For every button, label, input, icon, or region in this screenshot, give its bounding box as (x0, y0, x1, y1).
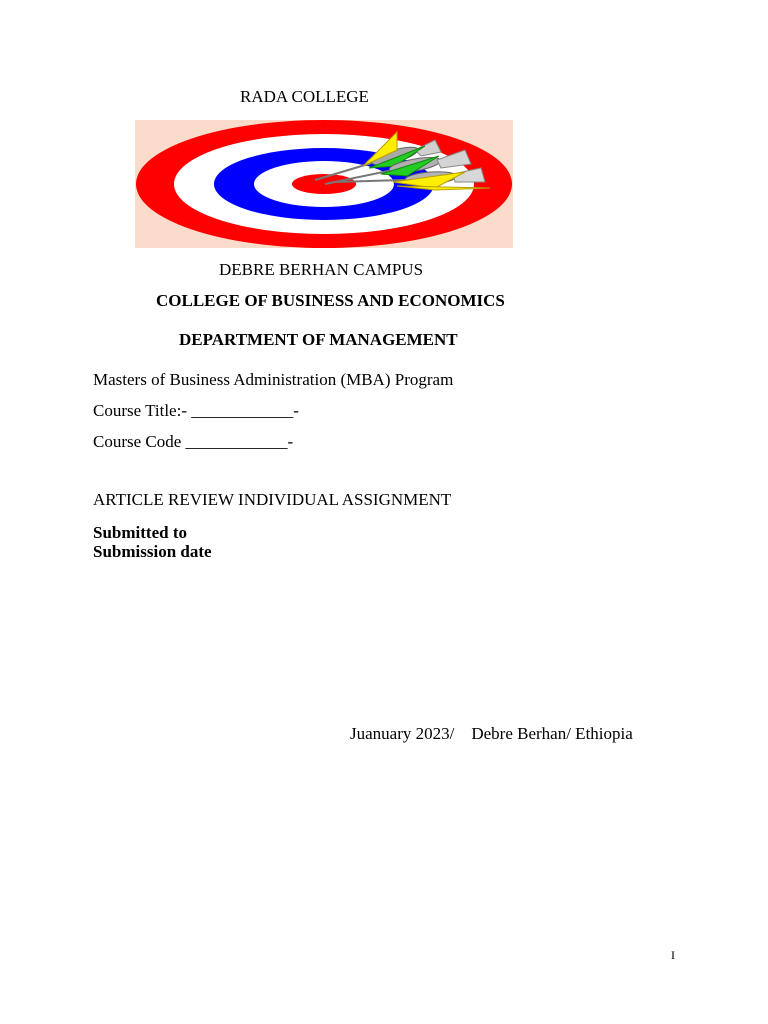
course-title-line: Course Title:- ____________- (93, 401, 299, 420)
page-number: I (671, 948, 675, 962)
course-code-line: Course Code ____________- (93, 432, 294, 451)
assignment-title: ARTICLE REVIEW INDIVIDUAL ASSIGNMENT (93, 490, 452, 509)
program-name: Masters of Business Administration (MBA) Program (93, 370, 454, 389)
college-name: RADA COLLEGE (240, 87, 369, 106)
dartboard-with-darts-icon (135, 120, 513, 248)
faculty-name: COLLEGE OF BUSINESS AND ECONOMICS (156, 291, 505, 310)
date-place-line: Juanuary 2023/ Debre Berhan/ Ethiopia (350, 724, 633, 743)
submission-date-label: Submission date (93, 542, 212, 561)
submitted-to-label: Submitted to (93, 523, 187, 542)
department-name: DEPARTMENT OF MANAGEMENT (179, 330, 458, 349)
campus-name: DEBRE BERHAN CAMPUS (219, 260, 424, 279)
